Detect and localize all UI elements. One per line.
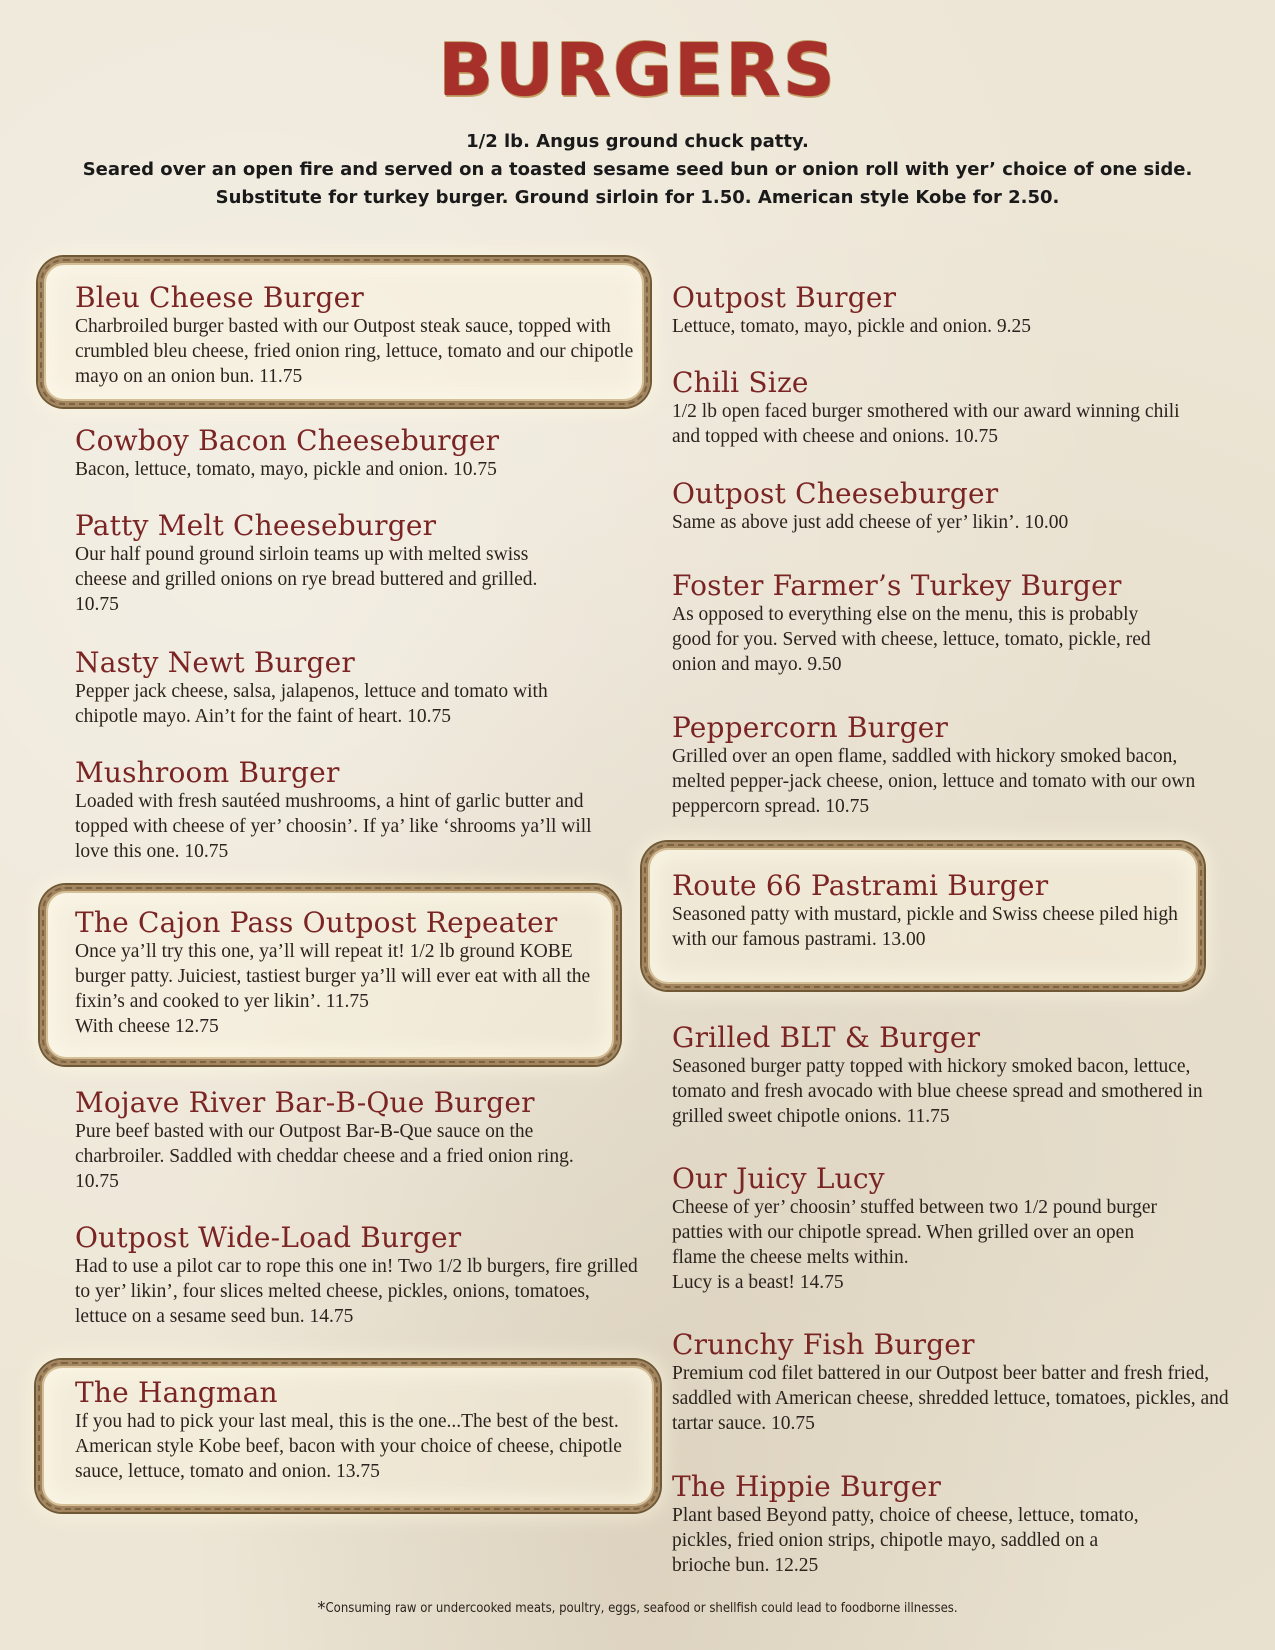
item-name: Foster Farmer’s Turkey Burger xyxy=(672,569,1122,602)
item-name: Cowboy Bacon Cheeseburger xyxy=(75,424,500,457)
item-description: If you had to pick your last meal, this is the one...The best of the best. American style Kobe beef, bacon with your choice of cheese, chipotle sauce, lettuce, tomato and onion. 13.75 xyxy=(75,1411,622,1482)
item-name: Mojave River Bar-B-Que Burger xyxy=(75,1086,535,1119)
intro-line-1: 1/2 lb. Angus ground chuck patty. xyxy=(466,131,809,152)
menu-item xyxy=(672,282,1232,339)
menu-item xyxy=(75,647,595,729)
item-name: Our Juicy Lucy xyxy=(672,1162,885,1195)
item-extra: Lucy is a beast! 14.75 xyxy=(672,1272,844,1293)
item-description: 1/2 lb open faced burger smothered with our award winning chili and topped with cheese and onions. 10.75 xyxy=(672,401,1180,447)
item-name: Route 66 Pastrami Burger xyxy=(672,869,1049,902)
menu-item xyxy=(75,907,595,1039)
item-name: Chili Size xyxy=(672,366,809,399)
item-description: Our half pound ground sirloin teams up with melted swiss cheese and grilled onions on rye bread buttered and grilled. 10.75 xyxy=(75,544,538,615)
item-description: Bacon, lettuce, tomato, mayo, pickle and onion. 10.75 xyxy=(75,459,497,480)
menu-item xyxy=(75,1222,645,1329)
menu-item xyxy=(672,367,1192,449)
menu-item xyxy=(672,1471,1152,1578)
item-name: Nasty Newt Burger xyxy=(75,646,355,679)
menu-item xyxy=(75,425,635,482)
intro-text xyxy=(0,128,1275,212)
menu-title: BURGERS xyxy=(438,28,837,112)
item-description: Cheese of yer’ choosin’ stuffed between two 1/2 pound burger patties with our chipotle spread. When grilled over an open flame the cheese melts within. xyxy=(672,1197,1158,1268)
menu-item xyxy=(672,1022,1217,1129)
item-name: Outpost Cheeseburger xyxy=(672,477,999,510)
item-description: Plant based Beyond patty, choice of cheese, lettuce, tomato, pickles, fried onion strips, chipotle mayo, saddled on a brioche bun. 12.25 xyxy=(672,1505,1139,1576)
menu-item xyxy=(75,1377,640,1484)
item-name: Outpost Burger xyxy=(672,281,897,314)
item-name: Crunchy Fish Burger xyxy=(672,1328,975,1361)
menu-item xyxy=(672,570,1152,677)
item-name: Patty Melt Cheeseburger xyxy=(75,509,437,542)
menu-item xyxy=(75,757,595,864)
menu-item xyxy=(75,282,640,389)
menu-item xyxy=(672,712,1212,819)
item-description: Once ya’ll try this one, ya’ll will repeat it! 1/2 lb ground KOBE burger patty. Juiciest, tastiest burger ya’ll will ever eat with all the fixin’s and cooked to yer likin’. 11.75 xyxy=(75,941,591,1012)
item-name: The Cajon Pass Outpost Repeater xyxy=(75,906,558,939)
footnote xyxy=(0,1598,1275,1619)
intro-line-3: Substitute for turkey burger. Ground sirloin for 1.50. American style Kobe for 2.50. xyxy=(215,187,1060,208)
item-extra: With cheese 12.75 xyxy=(75,1016,219,1037)
footnote-text: Consuming raw or undercooked meats, poultry, eggs, seafood or shellfish could lead to foodborne illnesses. xyxy=(325,1601,958,1616)
item-description: Seasoned burger patty topped with hickory smoked bacon, lettuce, tomato and fresh avocado with blue cheese spread and smothered in grilled sweet chipotle onions. 11.75 xyxy=(672,1056,1203,1127)
menu-item xyxy=(672,1329,1247,1436)
item-description: Pure beef basted with our Outpost Bar-B-Que sauce on the charbroiler. Saddled with cheddar cheese and a fried onion ring. 10.75 xyxy=(75,1121,574,1192)
item-name: Peppercorn Burger xyxy=(672,711,949,744)
item-description: As opposed to everything else on the menu, this is probably good for you. Served with cheese, lettuce, tomato, pickle, red onion and mayo. 9.50 xyxy=(672,604,1151,675)
item-description: Grilled over an open flame, saddled with hickory smoked bacon, melted pepper-jack cheese, onion, lettuce and tomato with our own peppercorn spread. 10.75 xyxy=(672,746,1196,817)
intro-line-2: Seared over an open fire and served on a toasted sesame seed bun or onion roll with yer’ choice of one side. xyxy=(82,159,1193,180)
footnote-asterisk: * xyxy=(317,1598,326,1619)
item-description: Seasoned patty with mustard, pickle and Swiss cheese piled high with our famous pastrami. 13.00 xyxy=(672,904,1178,950)
item-name: Grilled BLT & Burger xyxy=(672,1021,981,1054)
item-name: The Hippie Burger xyxy=(672,1470,942,1503)
item-description: Premium cod filet battered in our Outpost beer batter and fresh fried, saddled with American cheese, shredded lettuce, tomatoes, pickles, and tartar sauce. 10.75 xyxy=(672,1363,1229,1434)
item-description: Charbroiled burger basted with our Outpost steak sauce, topped with crumbled bleu cheese, fried onion ring, lettuce, tomato and our chipotle mayo on an onion bun. 11.75 xyxy=(75,316,634,387)
item-name: Outpost Wide-Load Burger xyxy=(75,1221,462,1254)
item-name: The Hangman xyxy=(75,1376,278,1409)
item-description: Lettuce, tomato, mayo, pickle and onion. 9.25 xyxy=(672,316,1032,337)
item-description: Had to use a pilot car to rope this one in! Two 1/2 lb burgers, fire grilled to yer’ likin’, four slices melted cheese, pickles, onions, tomatoes, lettuce on a sesame seed bun. 14.75 xyxy=(75,1256,638,1327)
menu-item xyxy=(672,478,1192,535)
menu-item xyxy=(75,1087,585,1194)
item-name: Mushroom Burger xyxy=(75,756,340,789)
menu-item xyxy=(672,870,1182,952)
item-description: Loaded with fresh sautéed mushrooms, a hint of garlic butter and topped with cheese of yer’ choosin’. If ya’ like ‘shrooms ya’ll will love this one. 10.75 xyxy=(75,791,592,862)
menu-item xyxy=(75,510,575,617)
item-description: Pepper jack cheese, salsa, jalapenos, lettuce and tomato with chipotle mayo. Ain’t for the faint of heart. 10.75 xyxy=(75,681,548,727)
item-description: Same as above just add cheese of yer’ likin’. 10.00 xyxy=(672,512,1069,533)
menu-item xyxy=(672,1163,1172,1295)
item-name: Bleu Cheese Burger xyxy=(75,281,364,314)
